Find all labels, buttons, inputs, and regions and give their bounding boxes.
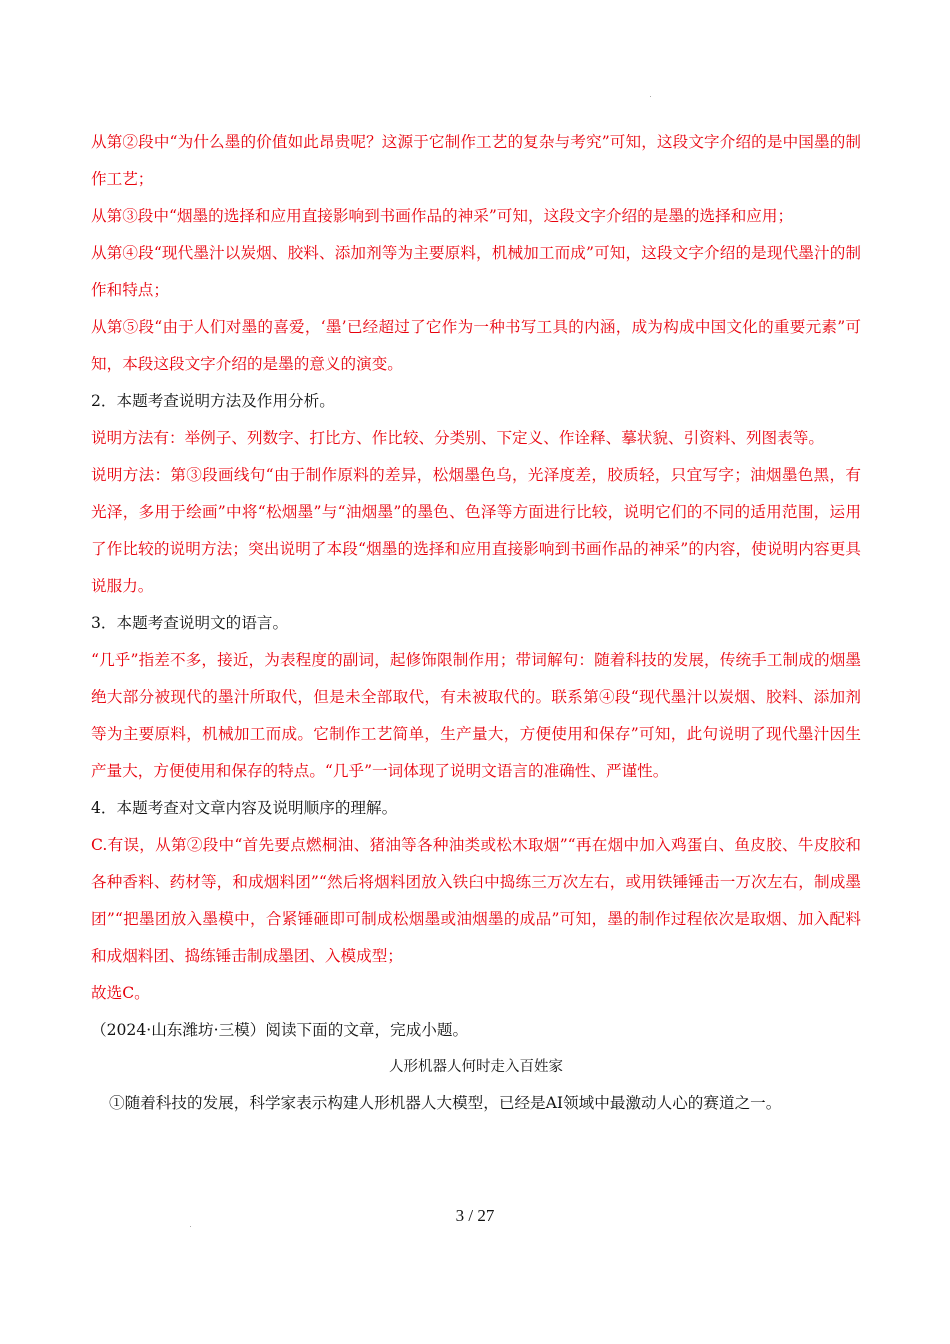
- answer-paragraph-4: 从第⑤段“由于人们对墨的喜爱，‘墨’已经超过了它作为一种书写工具的内涵，成为构成中国文化的重要元素”可知，本段这段文字介绍的是墨的意义的演变。: [91, 318, 861, 373]
- reading-intro: （2024·山东潍坊·三模）阅读下面的文章，完成小题。: [91, 1021, 469, 1039]
- scan-dot: [190, 1226, 191, 1227]
- scan-dot: [650, 96, 651, 97]
- answer-conclusion: 故选C。: [91, 984, 150, 1002]
- article-title: 人形机器人何时走入百姓家: [389, 1059, 563, 1075]
- question-heading-4: 4．本题考查对文章内容及说明顺序的理解。: [91, 799, 398, 817]
- answer-paragraph-8: C.有误，从第②段中“首先要点燃桐油、猪油等各种油类或松木取烟”“再在烟中加入鸡蛋白、鱼皮胶、牛皮胶和各种香料、药材等，和成烟料团”“然后将烟料团放入铁臼中捣练三万次左右，或用铁锤锤击一万次左右，制成墨团”“把墨团放入墨模中，合紧锤砸即可制成松烟墨或油烟墨的成品”可知，墨的制作过程依次是取烟、加入配料和成烟料团、捣练锤击制成墨团、入模成型；: [91, 836, 861, 965]
- question-heading-3: 3．本题考查说明文的语言。: [91, 614, 289, 632]
- question-heading-2: 2．本题考查说明方法及作用分析。: [91, 392, 335, 410]
- answer-paragraph-2: 从第③段中“烟墨的选择和应用直接影响到书画作品的神采”可知，这段文字介绍的是墨的选择和应用；: [91, 207, 794, 225]
- answer-paragraph-7: “几乎”指差不多，接近，为表程度的副词，起修饰限制作用；带词解句：随着科技的发展，传统手工制成的烟墨绝大部分被现代的墨汁所取代，但是未全部取代，有未被取代的。联系第④段“现代墨汁以炭烟、胶料、添加剂等为主要原料，机械加工而成。它制作工艺简单，生产量大，方便使用和保存”可知，此句说明了现代墨汁因生产量大，方便使用和保存的特点。“几乎”一词体现了说明文语言的准确性、严谨性。: [91, 651, 861, 780]
- page-number: 3 / 27: [455, 1206, 495, 1225]
- answer-paragraph-1: 从第②段中“为什么墨的价值如此昂贵呢？这源于它制作工艺的复杂与考究”可知，这段文字介绍的是中国墨的制作工艺；: [91, 133, 861, 188]
- page-content: [91, 124, 861, 1121]
- answer-paragraph-5: 说明方法有：举例子、列数字、打比方、作比较、分类别、下定义、作诠释、摹状貌、引资料、列图表等。: [91, 429, 824, 447]
- article-paragraph-1: ①随着科技的发展，科学家表示构建人形机器人大模型，已经是AI领域中最激动人心的赛道之一。: [109, 1094, 782, 1112]
- answer-paragraph-6: 说明方法：第③段画线句“由于制作原料的差异，松烟墨色乌，光泽度差，胶质轻，只宜写字；油烟墨色黑，有光泽，多用于绘画”中将“松烟墨”与“油烟墨”的墨色、色泽等方面进行比较，说明它们的不同的适用范围，运用了作比较的说明方法；突出说明了本段“烟墨的选择和应用直接影响到书画作品的神采”的内容，使说明内容更具说服力。: [91, 466, 861, 595]
- answer-paragraph-3: 从第④段“现代墨汁以炭烟、胶料、添加剂等为主要原料，机械加工而成”可知，这段文字介绍的是现代墨汁的制作和特点；: [91, 244, 861, 299]
